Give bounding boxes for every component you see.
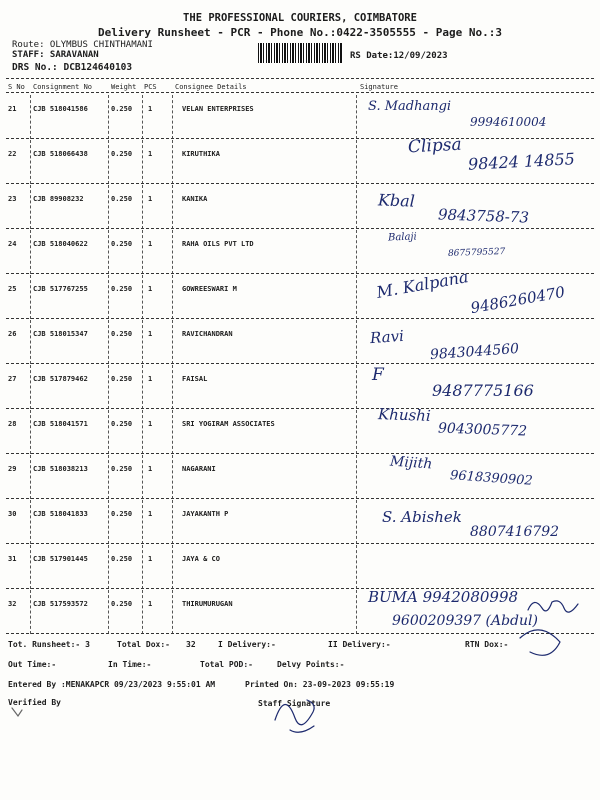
- column-separator: [356, 185, 357, 229]
- column-separator: [108, 140, 109, 184]
- recipient-signature: Clipsa: [407, 134, 463, 158]
- row-consignment-no: CJB 518015347: [33, 330, 88, 338]
- verified-mark: [12, 708, 22, 716]
- row-consignment-no: CJB 518066438: [33, 150, 88, 158]
- column-separator: [172, 365, 173, 409]
- row-weight: 0.250: [111, 105, 133, 113]
- row-consignee: KIRUTHIKA: [182, 150, 220, 158]
- total-pod: Total POD:-: [200, 660, 253, 669]
- column-separator: [356, 140, 357, 184]
- verified-by: Verified By: [8, 698, 61, 707]
- row-sno: 21: [8, 105, 17, 113]
- column-separator: [142, 365, 143, 409]
- row-pcs: 1: [148, 330, 153, 338]
- table-row: [0, 267, 600, 321]
- row-pcs: 1: [148, 600, 153, 608]
- row-sno: 25: [8, 285, 17, 293]
- row-consignee: FAISAL: [182, 375, 208, 383]
- column-separator: [30, 410, 31, 454]
- rs-date: RS Date:12/09/2023: [350, 51, 448, 61]
- out-time: Out Time:-: [8, 660, 57, 669]
- abdul-scribble: [528, 601, 578, 612]
- column-separator: [172, 500, 173, 544]
- row-consignee: KANIKA: [182, 195, 208, 203]
- row-consignment-no: CJB 517901445: [33, 555, 88, 563]
- route-label: Route: OLYMBUS CHINTHAMANI: [12, 40, 153, 50]
- column-separator: [30, 275, 31, 319]
- row-consignment-no: CJB 518041833: [33, 510, 88, 518]
- table-row: [0, 405, 600, 456]
- table-row: [0, 365, 600, 411]
- row-pcs: 1: [148, 150, 153, 158]
- recipient-phone: 9994610004: [470, 115, 547, 129]
- row-divider: [6, 408, 594, 409]
- row-divider: [6, 543, 594, 544]
- column-separator: [356, 410, 357, 454]
- row-consignee: JAYAKANTH P: [182, 510, 229, 518]
- row-weight: 0.250: [111, 150, 133, 158]
- column-separator: [30, 95, 31, 139]
- column-separator: [142, 140, 143, 184]
- table-row: [0, 230, 600, 276]
- column-separator: [30, 320, 31, 364]
- column-separator: [30, 365, 31, 409]
- recipient-phone: 9043005772: [437, 420, 528, 440]
- row-divider: [6, 273, 594, 274]
- row-divider: [6, 228, 594, 229]
- row-consignee: NAGARANI: [182, 465, 216, 473]
- column-separator: [172, 455, 173, 499]
- ii-delivery: II Delivery:-: [328, 640, 391, 649]
- column-separator: [172, 320, 173, 364]
- row-sno: 32: [8, 600, 17, 608]
- row-pcs: 1: [148, 420, 153, 428]
- row-consignee: RAHA OILS PVT LTD: [182, 240, 254, 248]
- column-separator: [108, 455, 109, 499]
- recipient-signature: F: [372, 365, 384, 385]
- column-separator: [108, 95, 109, 139]
- row-weight: 0.250: [111, 510, 133, 518]
- column-separator: [30, 140, 31, 184]
- column-separator: [356, 320, 357, 364]
- row-pcs: 1: [148, 465, 153, 473]
- row-weight: 0.250: [111, 285, 133, 293]
- header-divider: [6, 78, 594, 79]
- recipient-signature: Mijith: [389, 453, 433, 473]
- table-row: [0, 95, 600, 141]
- row-consignee: RAVICHANDRAN: [182, 330, 233, 338]
- row-pcs: 1: [148, 240, 153, 248]
- column-separator: [356, 500, 357, 544]
- recipient-signature: Balaji: [387, 231, 417, 244]
- column-separator: [30, 455, 31, 499]
- row-weight: 0.250: [111, 465, 133, 473]
- table-row: [0, 320, 600, 366]
- row-divider: [6, 183, 594, 184]
- table-row: [0, 500, 600, 546]
- column-separator: [30, 500, 31, 544]
- column-separator: [172, 140, 173, 184]
- column-separator: [108, 320, 109, 364]
- col-weight: Weight: [111, 83, 137, 91]
- row-consignment-no: CJB 517767255: [33, 285, 88, 293]
- row-pcs: 1: [148, 375, 153, 383]
- row-consignee: JAYA & CO: [182, 555, 220, 563]
- row-consignment-no: CJB 518041586: [33, 105, 88, 113]
- recipient-phone: 9843758-73: [437, 205, 530, 227]
- row-consignment-no: CJB 517593572: [33, 600, 88, 608]
- col-pcs: PCS: [144, 83, 157, 91]
- recipient-phone: 8675795527: [447, 247, 506, 259]
- row-pcs: 1: [148, 555, 153, 563]
- row-weight: 0.250: [111, 330, 133, 338]
- row-weight: 0.250: [111, 420, 133, 428]
- column-separator: [356, 365, 357, 409]
- recipient-signature: S. Madhangi: [368, 99, 452, 114]
- col-sno: S No: [8, 83, 25, 91]
- printed-on: Printed On: 23-09-2023 09:55:19: [245, 680, 395, 689]
- company-title: THE PROFESSIONAL COURIERS, COIMBATORE: [183, 12, 417, 24]
- column-separator: [142, 230, 143, 274]
- staff-signature-mark: [275, 700, 314, 732]
- row-consignee: GOWREESWARI M: [182, 285, 237, 293]
- column-separator: [108, 185, 109, 229]
- column-separator: [356, 275, 357, 319]
- row-pcs: 1: [148, 285, 153, 293]
- row-sno: 30: [8, 510, 17, 518]
- column-separator: [142, 320, 143, 364]
- row-sno: 31: [8, 555, 17, 563]
- row-sno: 28: [8, 420, 17, 428]
- column-separator: [108, 500, 109, 544]
- row-consignment-no: CJB 518041571: [33, 420, 88, 428]
- col-consignee: Consignee Details: [175, 83, 247, 91]
- total-dox-value: 32: [186, 640, 196, 649]
- staff-label: STAFF: SARAVANAN: [12, 50, 99, 60]
- rtn-scribble: [520, 630, 560, 655]
- row-sno: 24: [8, 240, 17, 248]
- column-separator: [108, 230, 109, 274]
- column-separator: [356, 95, 357, 139]
- column-separator: [30, 230, 31, 274]
- recipient-signature: M. Kalpana: [375, 267, 470, 302]
- rtn-dox: RTN Dox:-: [465, 640, 509, 649]
- col-consignment: Consignment No: [33, 83, 93, 91]
- row-divider: [6, 363, 594, 364]
- row-consignee: THIRUMURUGAN: [182, 600, 233, 608]
- column-separator: [172, 410, 173, 454]
- row-weight: 0.250: [111, 375, 133, 383]
- total-runsheet: Tot. Runsheet:- 3: [8, 640, 90, 649]
- table-row: [0, 185, 600, 231]
- recipient-phone: 9843044560: [429, 340, 520, 364]
- recipient-signature: S. Abishek: [382, 508, 462, 526]
- recipient-phone: 9618390902: [449, 468, 534, 489]
- colhead-divider: [6, 92, 594, 93]
- column-separator: [172, 95, 173, 139]
- in-time: In Time:-: [108, 660, 152, 669]
- column-separator: [142, 455, 143, 499]
- row-pcs: 1: [148, 105, 153, 113]
- recipient-signature: Kbal: [377, 190, 416, 211]
- row-sno: 29: [8, 465, 17, 473]
- column-separator: [142, 95, 143, 139]
- entered-by: Entered By :MENAKAPCR 09/23/2023 9:55:01 AM: [8, 680, 216, 689]
- handwriting-marks: [0, 580, 600, 800]
- column-separator: [108, 410, 109, 454]
- runsheet-subtitle: Delivery Runsheet - PCR - Phone No.:0422-3505555 - Page No.:3: [98, 26, 502, 39]
- column-separator: [142, 185, 143, 229]
- column-separator: [356, 455, 357, 499]
- staff-signature-label: Staff Signature: [258, 699, 331, 708]
- column-separator: [142, 275, 143, 319]
- column-separator: [142, 500, 143, 544]
- column-separator: [172, 185, 173, 229]
- column-separator: [142, 410, 143, 454]
- barcode-image: [258, 43, 343, 63]
- row-divider: [6, 138, 594, 139]
- recipient-phone: 9486260470: [469, 282, 567, 318]
- row-weight: 0.250: [111, 195, 133, 203]
- row-consignee: VELAN ENTERPRISES: [182, 105, 254, 113]
- row-weight: 0.250: [111, 600, 133, 608]
- table-row: [0, 134, 600, 186]
- row-pcs: 1: [148, 195, 153, 203]
- column-separator: [108, 365, 109, 409]
- row-pcs: 1: [148, 510, 153, 518]
- row-sno: 26: [8, 330, 17, 338]
- row-consignment-no: CJB 89908232: [33, 195, 84, 203]
- row-consignment-no: CJB 518040622: [33, 240, 88, 248]
- row-weight: 0.250: [111, 240, 133, 248]
- row-sno: 23: [8, 195, 17, 203]
- total-dox-label: Total Dox:-: [117, 640, 170, 649]
- row-divider: [6, 318, 594, 319]
- row-consignment-no: CJB 517879462: [33, 375, 88, 383]
- recipient-signature: BUMA 9942080998: [368, 588, 519, 606]
- column-separator: [356, 230, 357, 274]
- row-divider: [6, 498, 594, 499]
- recipient-phone: 98424 14855: [467, 149, 576, 174]
- column-separator: [172, 275, 173, 319]
- i-delivery: I Delivery:-: [218, 640, 276, 649]
- recipient-signature: Ravi: [369, 326, 405, 348]
- row-sno: 22: [8, 150, 17, 158]
- drs-number: DRS No.: DCB124640103: [12, 62, 133, 73]
- recipient-signature: Khushi: [377, 405, 431, 425]
- table-row: [0, 455, 600, 501]
- column-separator: [108, 275, 109, 319]
- row-weight: 0.250: [111, 555, 133, 563]
- row-sno: 27: [8, 375, 17, 383]
- column-separator: [172, 230, 173, 274]
- recipient-phone: 8807416792: [470, 524, 560, 540]
- recipient-phone: 9487775166: [432, 381, 534, 400]
- row-divider: [6, 453, 594, 454]
- delvy-points: Delvy Points:-: [277, 660, 345, 669]
- column-separator: [30, 185, 31, 229]
- recipient-phone: 9600209397 (Abdul): [392, 613, 538, 629]
- col-signature: Signature: [360, 83, 398, 91]
- row-consignment-no: CJB 518038213: [33, 465, 88, 473]
- row-consignee: SRI YOGIRAM ASSOCIATES: [182, 420, 275, 428]
